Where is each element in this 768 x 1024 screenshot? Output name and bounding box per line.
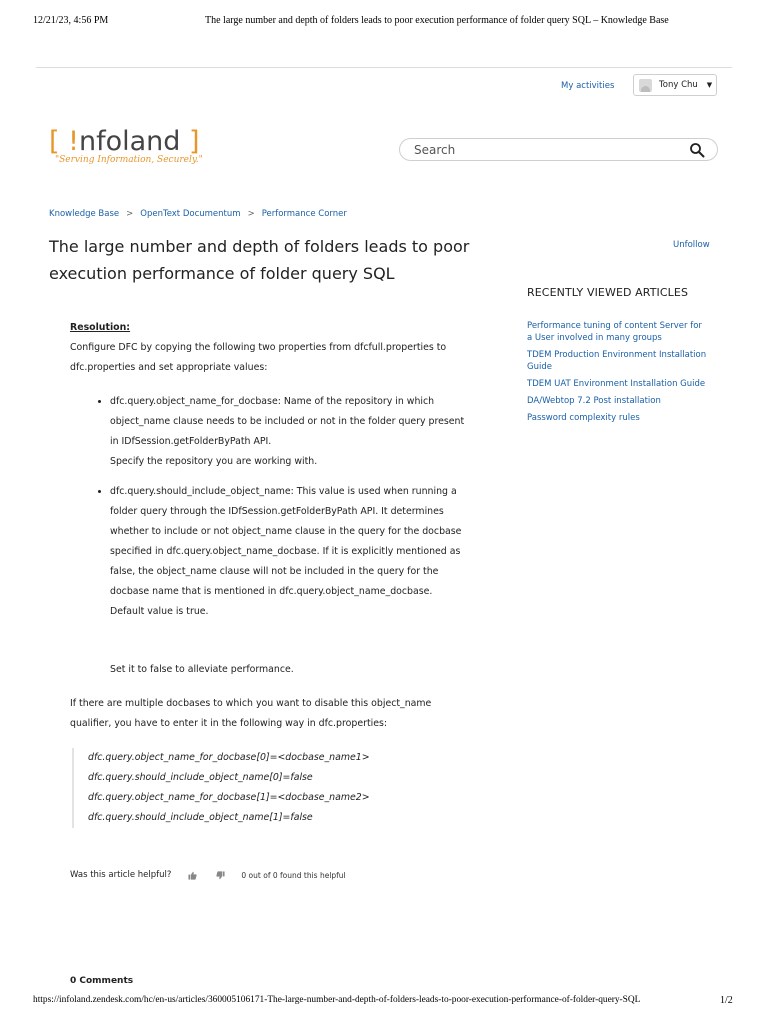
user-name: Tony Chu: [659, 80, 698, 90]
recent-article-link[interactable]: Password complexity rules: [527, 413, 640, 423]
unfollow-button[interactable]: Unfollow: [673, 240, 710, 250]
recent-article-link[interactable]: DA/Webtop 7.2 Post installation: [527, 396, 661, 406]
search-icon[interactable]: [689, 142, 705, 158]
print-datetime: 12/21/23, 4:56 PM: [33, 15, 109, 26]
print-header: [0, 15, 768, 29]
thumbs-down-icon[interactable]: [213, 869, 227, 881]
header-divider: [36, 67, 732, 68]
article-title: The large number and depth of folders leads to poor execution performance of folder query SQL: [49, 237, 470, 283]
thumbs-up-icon[interactable]: [185, 869, 199, 881]
user-menu[interactable]: [633, 74, 717, 96]
comments-count: 0 Comments: [70, 976, 134, 986]
logo-wordmark: [ !nfoland ]: [49, 126, 200, 157]
intro-text: Configure DFC by copying the following two properties from dfcfull.properties to dfc.properties and set appropriate values:: [70, 342, 447, 373]
avatar: [639, 79, 652, 92]
breadcrumb-knowledge-base[interactable]: Knowledge Base: [49, 209, 120, 219]
recent-article-link[interactable]: TDEM UAT Environment Installation Guide: [527, 379, 706, 389]
code-line: dfc.query.object_name_for_docbase[0]=<docbase_name1>: [88, 752, 370, 763]
recently-viewed-list: [527, 320, 707, 429]
breadcrumb-separator: >: [247, 209, 255, 219]
article-body: [70, 318, 470, 828]
resolution-heading: Resolution:: [70, 322, 131, 333]
logo-tagline: "Serving Information, Securely.": [55, 155, 203, 165]
my-activities-link[interactable]: My activities: [561, 81, 615, 91]
search-input[interactable]: [412, 142, 666, 158]
recent-article-link[interactable]: Performance tuning of content Server for a User involved in many groups: [527, 321, 702, 343]
code-line: dfc.query.should_include_object_name[0]=false: [88, 772, 313, 783]
breadcrumb-opentext-documentum[interactable]: OpenText Documentum: [140, 209, 241, 219]
recently-viewed-heading: RECENTLY VIEWED ARTICLES: [527, 286, 689, 299]
multi-docbase-text: If there are multiple docbases to which you want to disable this object_name qualifier, you have to enter it in the following way in dfc.properties:: [70, 698, 432, 729]
print-page-number: 1/2: [720, 995, 733, 1006]
code-line: dfc.query.object_name_for_docbase[1]=<docbase_name2>: [88, 792, 370, 803]
search-box[interactable]: [399, 138, 718, 161]
print-url: https://infoland.zendesk.com/hc/en-us/articles/360005106171-The-large-number-and-depth-of-folders-leads-to-poor-execution-performance-of-folder-query-SQL: [33, 995, 641, 1005]
recent-article-link[interactable]: TDEM Production Environment Installation Guide: [527, 350, 707, 372]
breadcrumb-separator: >: [126, 209, 134, 219]
list-item: • dfc.query.object_name_for_docbase: Name of the repository in which object_name clause needs to be included or not in the folder query present in IDfSession.getFolderByPath API. Specify the repository you are working with.: [110, 392, 470, 472]
breadcrumb-performance-corner[interactable]: Performance Corner: [261, 209, 347, 219]
helpful-label: Was this article helpful?: [70, 870, 172, 880]
property-list: [70, 392, 470, 680]
breadcrumb: [49, 209, 347, 219]
infoland-logo[interactable]: [49, 127, 203, 165]
helpful-count: 0 out of 0 found this helpful: [241, 870, 346, 880]
list-item: • dfc.query.should_include_object_name: This value is used when running a folder query through the IDfSession.getFolderByPath API. It determines whether to include or not object_name clause in the query for the docbase specified in dfc.query.object_name_docbase. If it is explicitly mentioned as false, the object_name clause will not be included in the query for the docbase name that is mentioned in dfc.query.object_name_docbase. Default value is true. Set it to false to alleviate performance.: [110, 482, 470, 680]
code-line: dfc.query.should_include_object_name[1]=false: [88, 812, 313, 823]
article-vote: [70, 869, 346, 881]
code-block: [72, 748, 470, 828]
print-page-title: The large number and depth of folders leads to poor execution performance of folder query SQL – Knowledge Base: [205, 15, 669, 26]
chevron-down-icon: ▼: [706, 81, 713, 89]
